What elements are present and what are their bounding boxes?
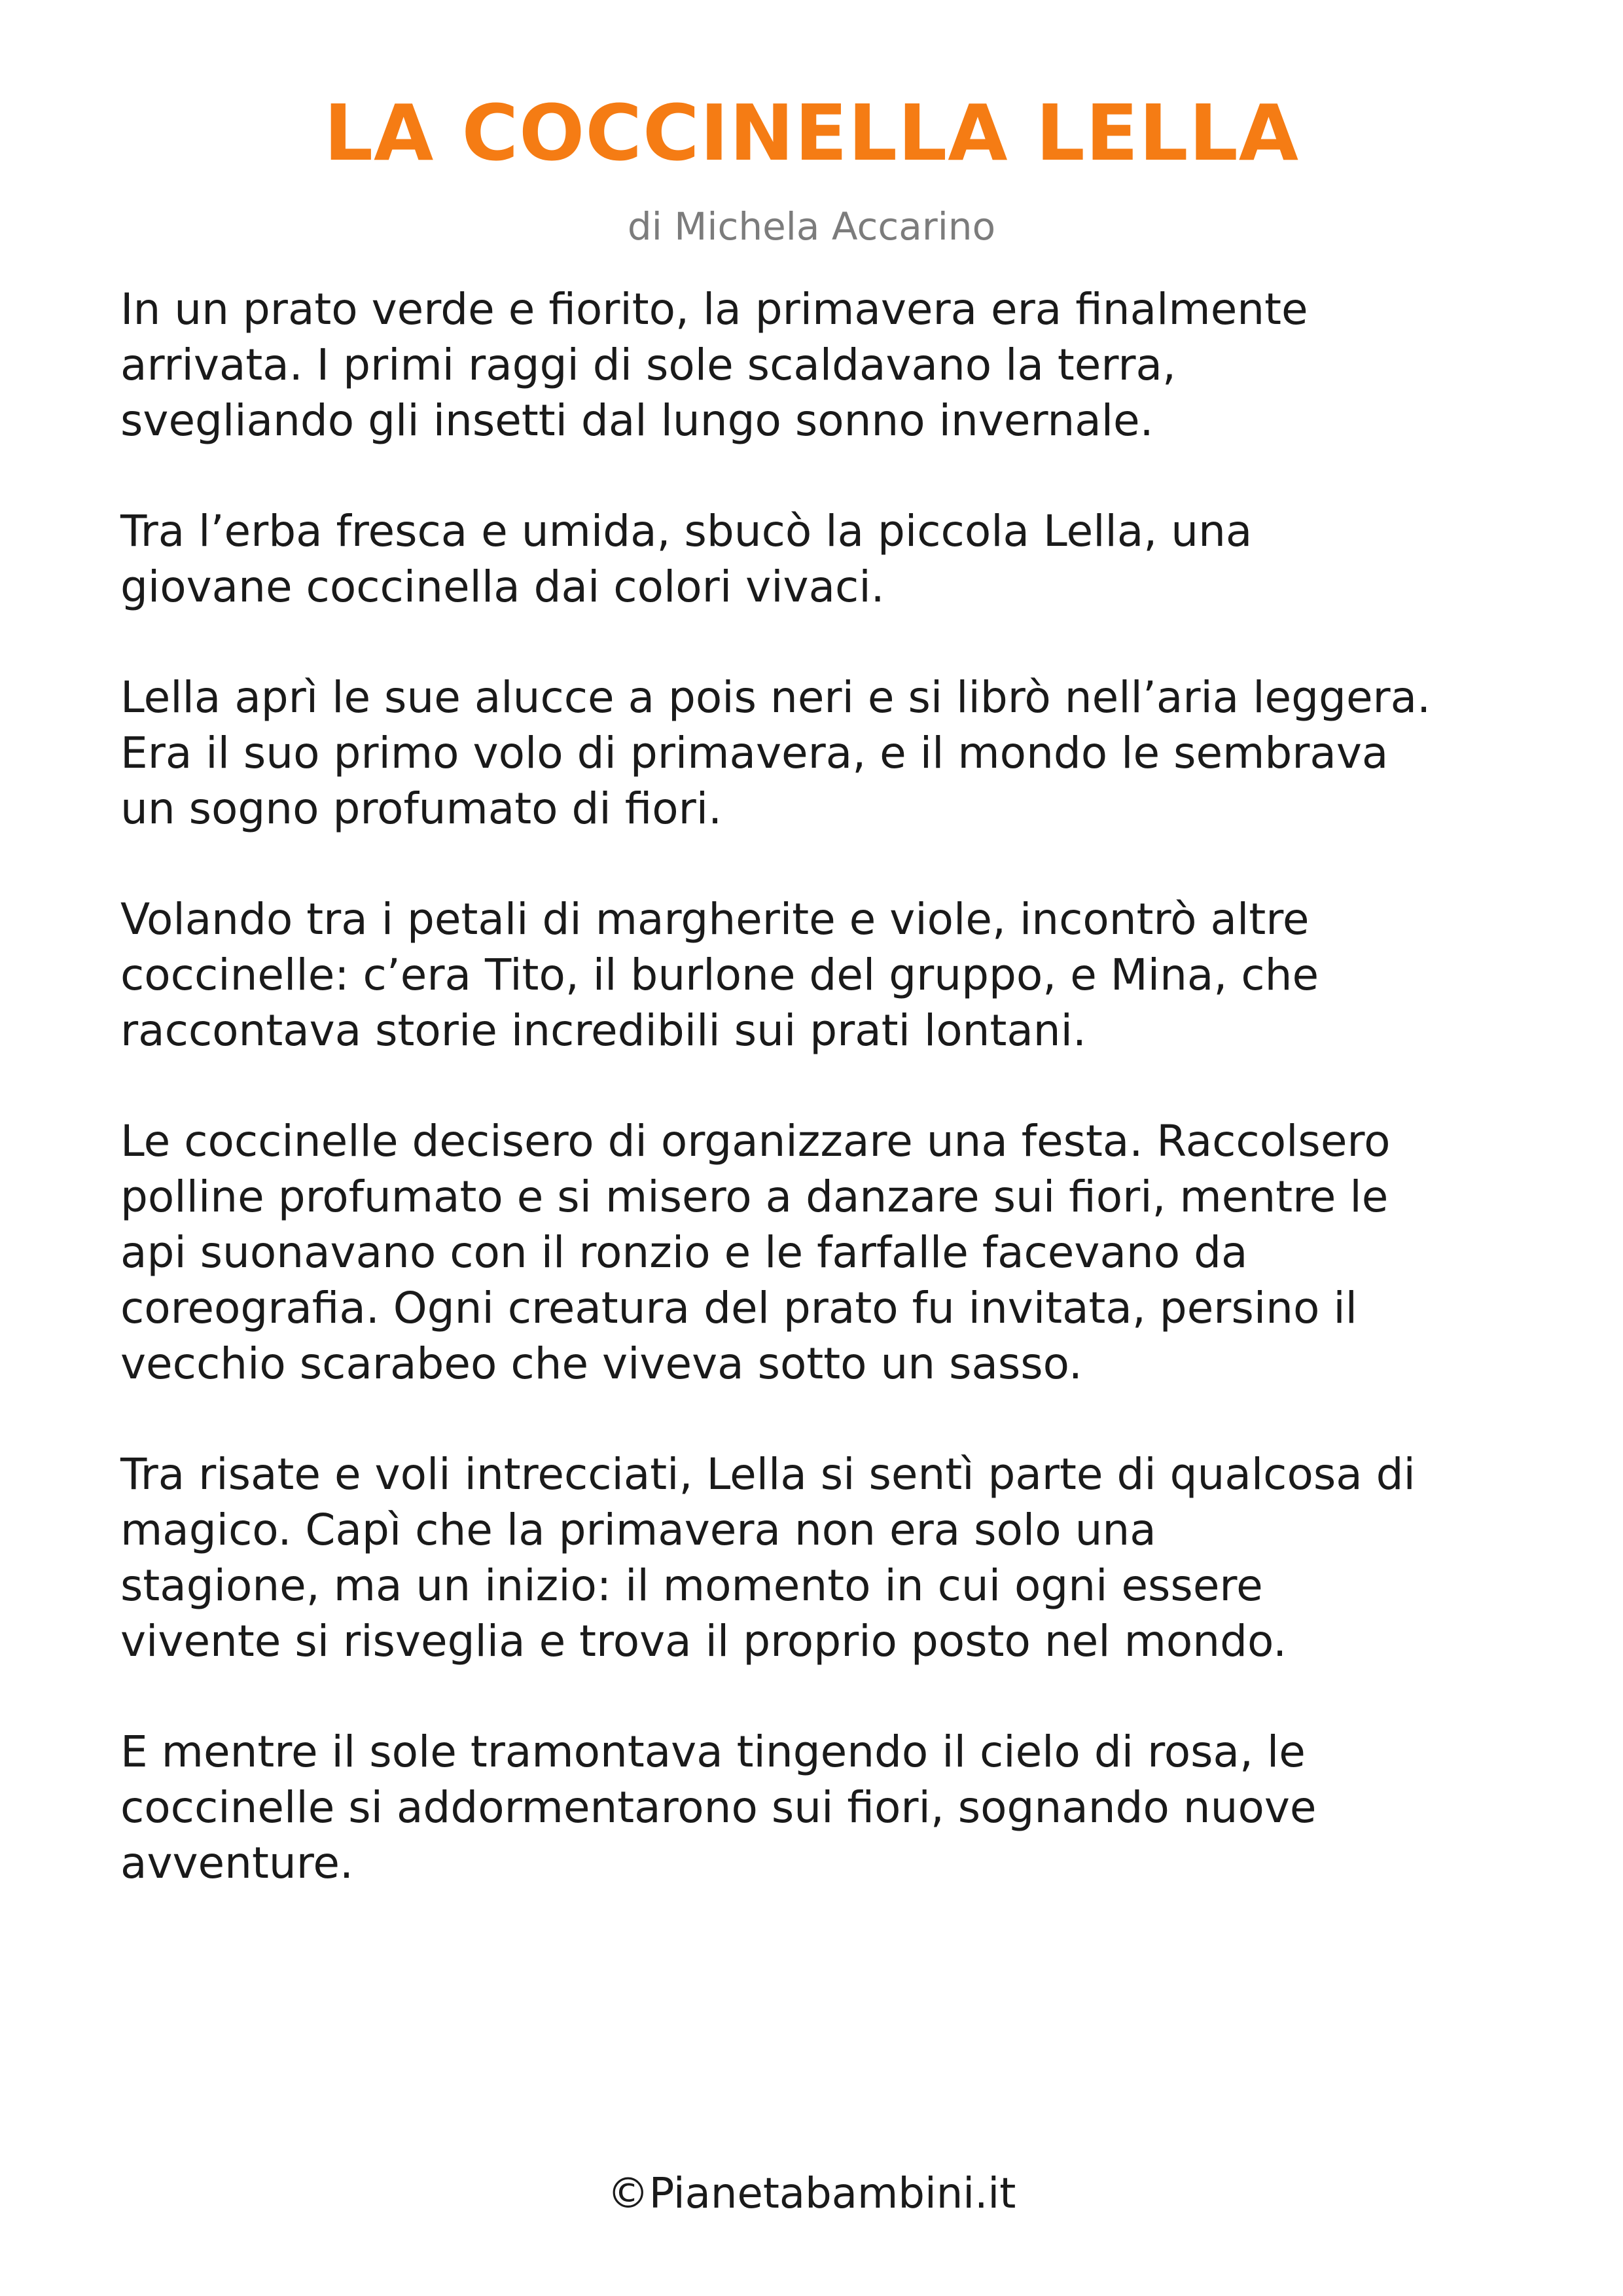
text-line: magico. Capì che la primavera non era solo una [120,1505,1156,1555]
text-line: arrivata. I primi raggi di sole scaldavano la terra, [120,340,1176,390]
text-line: un sogno profumato di fiori. [120,783,722,834]
story-paragraph [120,891,1547,1058]
story-paragraph [120,1724,1547,1891]
text-line: Volando tra i petali di margherite e viole, incontrò altre [120,894,1310,944]
text-line: giovane coccinella dai colori vivaci. [120,562,885,612]
text-line: raccontava storie incredibili sui prati lontani. [120,1005,1086,1056]
text-line: api suonavano con il ronzio e le farfalle facevano da [120,1227,1248,1278]
text-line: avventure. [120,1838,353,1888]
story-paragraph [120,1446,1547,1669]
text-line: Lella aprì le sue alucce a pois neri e si librò nell’aria leggera. [120,672,1431,723]
text-line: Le coccinelle decisero di organizzare una festa. Raccolsero [120,1116,1391,1166]
author-byline: di Michela Accarino [627,204,996,249]
text-line: Tra l’erba fresca e umida, sbucò la piccola Lella, una [120,506,1253,556]
story-paragraph [120,670,1547,836]
story-paragraph [120,281,1547,448]
text-line: Tra risate e voli intrecciati, Lella si sentì parte di qualcosa di [120,1449,1416,1499]
story-body [120,281,1547,1946]
story-paragraph [120,1113,1547,1391]
text-line: stagione, ma un inizio: il momento in cui ogni essere [120,1560,1263,1611]
text-line: coreografia. Ogni creatura del prato fu invitata, persino il [120,1283,1358,1333]
text-line: In un prato verde e fiorito, la primavera era finalmente [120,284,1308,334]
text-line: coccinelle si addormentarono sui fiori, sognando nuove [120,1782,1317,1833]
text-line: polline profumato e si misero a danzare sui fiori, mentre le [120,1172,1389,1222]
copyright-footer: ©Pianetabambini.it [607,2170,1016,2218]
text-line: Era il suo primo volo di primavera, e il mondo le sembrava [120,728,1389,778]
story-title: LA COCCINELLA LELLA [323,88,1300,178]
text-line: svegliando gli insetti dal lungo sonno invernale. [120,395,1154,446]
text-line: vivente si risveglia e trova il proprio posto nel mondo. [120,1616,1287,1666]
text-line: coccinelle: c’era Tito, il burlone del gruppo, e Mina, che [120,950,1319,1000]
text-line: vecchio scarabeo che viveva sotto un sasso. [120,1338,1082,1389]
story-paragraph [120,503,1547,615]
text-line: E mentre il sole tramontava tingendo il cielo di rosa, le [120,1727,1306,1777]
